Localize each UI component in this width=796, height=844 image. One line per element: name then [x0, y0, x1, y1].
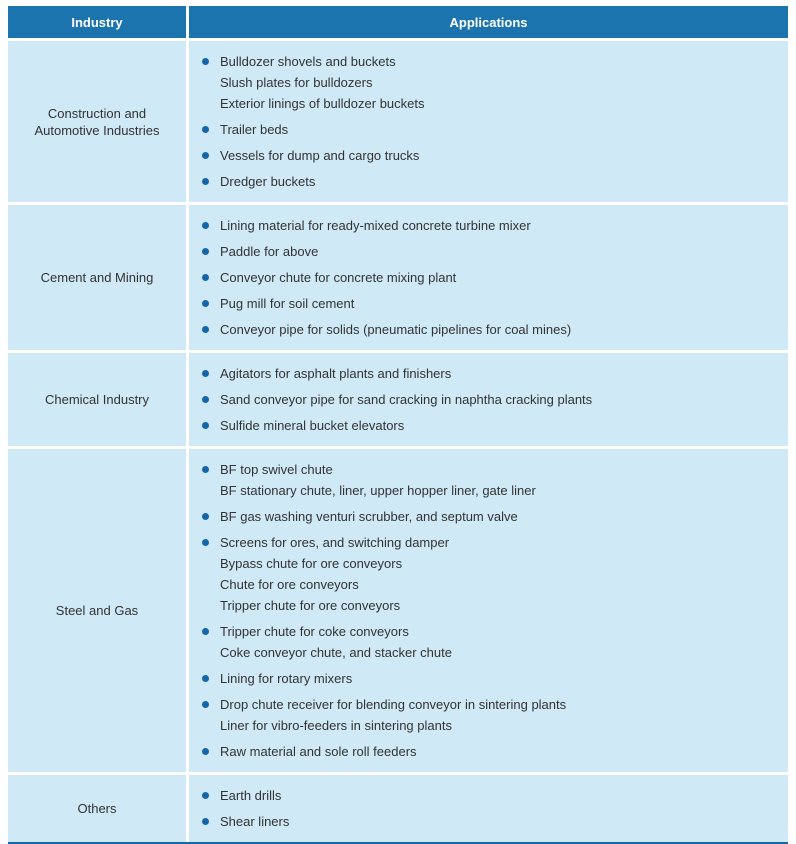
application-line [201, 51, 772, 72]
application-line [201, 595, 772, 616]
applications-cell [189, 38, 788, 202]
application-line [201, 621, 772, 642]
application-line [201, 293, 772, 314]
application-text: Tripper chute for ore conveyors [220, 598, 401, 613]
application-line [201, 715, 772, 736]
applications-cell [189, 202, 788, 350]
application-group [201, 145, 772, 166]
table-row [8, 772, 788, 842]
application-text: Sand conveyor pipe for sand cracking in naphtha cracking plants [220, 392, 593, 407]
application-group [201, 389, 772, 410]
application-group [201, 694, 772, 736]
application-text: Agitators for asphalt plants and finishers [220, 366, 452, 381]
application-text: Sulfide mineral bucket elevators [220, 418, 405, 433]
application-text: BF stationary chute, liner, upper hopper liner, gate liner [220, 483, 536, 498]
industry-label: Cement and Mining [40, 270, 154, 285]
application-text: Raw material and sole roll feeders [220, 744, 417, 759]
application-text: Earth drills [220, 788, 282, 803]
application-line [201, 72, 772, 93]
application-line [201, 506, 772, 527]
application-line [201, 553, 772, 574]
bullet-icon [202, 178, 209, 185]
application-group [201, 741, 772, 762]
application-text: Bulldozer shovels and buckets [220, 54, 396, 69]
application-group [201, 785, 772, 806]
application-group [201, 319, 772, 340]
application-line [201, 642, 772, 663]
application-text: Dredger buckets [220, 174, 316, 189]
application-line [201, 694, 772, 715]
applications-column-header: Applications [189, 6, 788, 38]
application-line [201, 215, 772, 236]
application-text: Paddle for above [220, 244, 319, 259]
application-group [201, 119, 772, 140]
application-line [201, 459, 772, 480]
bullet-icon [202, 422, 209, 429]
bullet-icon [202, 126, 209, 133]
application-text: Drop chute receiver for blending conveyor in sintering plants [220, 697, 567, 712]
application-group [201, 241, 772, 262]
bullet-icon [202, 370, 209, 377]
application-line [201, 574, 772, 595]
application-text: Lining material for ready-mixed concrete turbine mixer [220, 218, 531, 233]
bullet-icon [202, 748, 209, 755]
bullet-icon [202, 628, 209, 635]
application-group [201, 621, 772, 663]
table-body [8, 38, 788, 842]
application-line [201, 668, 772, 689]
bullet-icon [202, 701, 209, 708]
industry-label: Steel and Gas [55, 603, 139, 618]
bullet-icon [202, 466, 209, 473]
bullet-icon [202, 396, 209, 403]
table-row [8, 202, 788, 350]
application-group [201, 532, 772, 616]
bullet-icon [202, 274, 209, 281]
application-line [201, 319, 772, 340]
bullet-icon [202, 58, 209, 65]
application-text: BF gas washing venturi scrubber, and septum valve [220, 509, 518, 524]
application-text: Coke conveyor chute, and stacker chute [220, 645, 452, 660]
bullet-icon [202, 300, 209, 307]
application-line [201, 785, 772, 806]
application-line [201, 741, 772, 762]
industry-label: Chemical Industry [44, 392, 150, 407]
applications-cell [189, 772, 788, 842]
application-line [201, 93, 772, 114]
application-line [201, 811, 772, 832]
application-group [201, 293, 772, 314]
application-line [201, 241, 772, 262]
application-group [201, 363, 772, 384]
applications-cell [189, 446, 788, 772]
application-line [201, 389, 772, 410]
application-text: Slush plates for bulldozers [220, 75, 373, 90]
application-text: BF top swivel chute [220, 462, 333, 477]
table-row [8, 350, 788, 446]
application-group [201, 506, 772, 527]
application-text: Shear liners [220, 814, 290, 829]
table-header [8, 6, 788, 38]
bullet-icon [202, 248, 209, 255]
application-line [201, 171, 772, 192]
application-text: Conveyor pipe for solids (pneumatic pipelines for coal mines) [220, 322, 572, 337]
application-group [201, 267, 772, 288]
bullet-icon [202, 513, 209, 520]
application-text: Trailer beds [220, 122, 289, 137]
industry-cell [8, 350, 189, 446]
industry-cell [8, 202, 189, 350]
application-group [201, 415, 772, 436]
application-group [201, 51, 772, 114]
header-row [8, 6, 788, 38]
table-row [8, 446, 788, 772]
application-group [201, 811, 772, 832]
bullet-icon [202, 818, 209, 825]
application-group [201, 171, 772, 192]
application-group [201, 215, 772, 236]
application-group [201, 459, 772, 501]
application-text: Pug mill for soil cement [220, 296, 355, 311]
application-text: Exterior linings of bulldozer buckets [220, 96, 425, 111]
application-text: Vessels for dump and cargo trucks [220, 148, 420, 163]
bullet-icon [202, 152, 209, 159]
industry-column-header: Industry [8, 6, 189, 38]
industry-applications-table [8, 6, 788, 844]
industry-cell [8, 38, 189, 202]
application-text: Chute for ore conveyors [220, 577, 359, 592]
application-line [201, 119, 772, 140]
application-text: Conveyor chute for concrete mixing plant [220, 270, 457, 285]
application-text: Lining for rotary mixers [220, 671, 353, 686]
application-text: Tripper chute for coke conveyors [220, 624, 409, 639]
application-text: Screens for ores, and switching damper [220, 535, 450, 550]
application-text: Liner for vibro-feeders in sintering plants [220, 718, 452, 733]
application-line [201, 415, 772, 436]
application-line [201, 267, 772, 288]
bullet-icon [202, 539, 209, 546]
industry-cell [8, 446, 189, 772]
industry-label: Others [77, 801, 117, 816]
bullet-icon [202, 792, 209, 799]
applications-cell [189, 350, 788, 446]
industry-cell [8, 772, 189, 842]
application-text: Bypass chute for ore conveyors [220, 556, 403, 571]
application-group [201, 668, 772, 689]
application-line [201, 480, 772, 501]
bullet-icon [202, 222, 209, 229]
application-line [201, 145, 772, 166]
application-line [201, 532, 772, 553]
bullet-icon [202, 675, 209, 682]
table-row [8, 38, 788, 202]
bullet-icon [202, 326, 209, 333]
application-line [201, 363, 772, 384]
industry-label: Construction and Automotive Industries [34, 105, 160, 138]
